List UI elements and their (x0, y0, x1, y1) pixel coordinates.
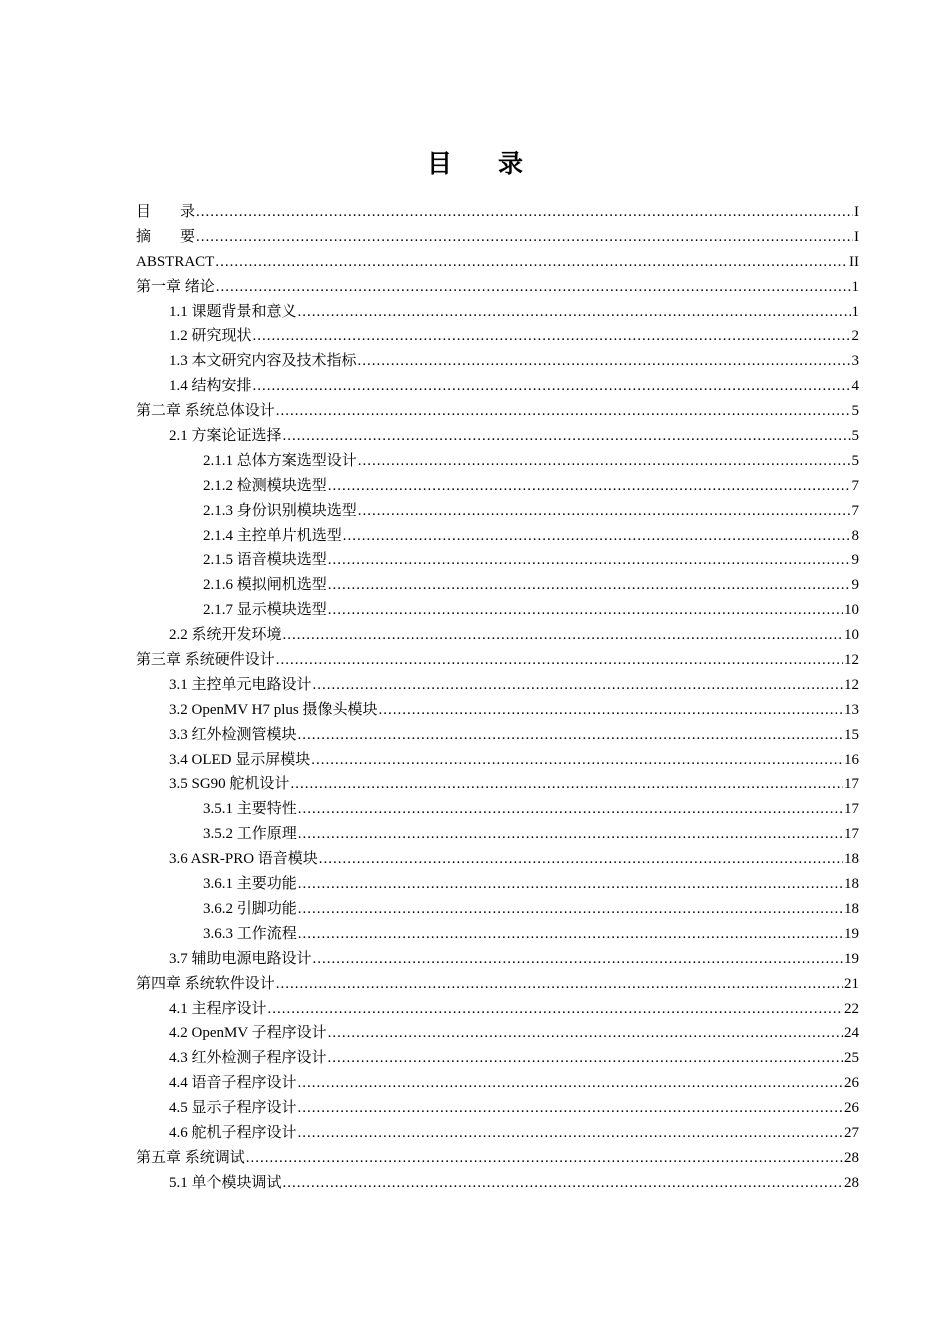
leader-dots (358, 449, 851, 474)
toc-entry[interactable] (136, 847, 859, 872)
toc-entry[interactable] (136, 548, 859, 573)
toc-entry[interactable] (136, 897, 859, 922)
toc-entry-page: I (854, 204, 859, 220)
toc-entry[interactable] (136, 723, 859, 748)
toc-entry-label: 第二章 系统总体设计 (136, 403, 275, 420)
toc-entry-label: 1.4 结构安排 (169, 378, 252, 395)
toc-entry[interactable] (136, 1046, 859, 1071)
toc-entry-label: 3.6 ASR-PRO 语音模块 (169, 851, 318, 868)
toc-entry[interactable] (136, 997, 859, 1022)
toc-entry-page: 7 (851, 477, 859, 494)
leader-dots (328, 598, 843, 623)
toc-entry-page: 4 (851, 378, 859, 395)
toc-entry-page: 18 (844, 876, 859, 893)
toc-entry-label: 3.4 OLED 显示屏模块 (169, 751, 311, 768)
leader-dots (328, 474, 851, 499)
leader-dots (343, 524, 851, 549)
toc-entry[interactable] (136, 1071, 859, 1096)
toc-entry-label: 2.1.3 身份识别模块选型 (203, 502, 357, 519)
toc-entry[interactable] (136, 598, 859, 623)
toc-entry-label: 3.5 SG90 舵机设计 (169, 776, 290, 793)
leader-dots (283, 1171, 843, 1196)
leader-dots (246, 1146, 843, 1171)
toc-title-right: 录 (498, 149, 524, 178)
toc-entry-page: 21 (844, 975, 859, 992)
toc-entry-label: 1.3 本文研究内容及技术指标 (169, 353, 357, 370)
toc-entry-label: 3.6.2 引脚功能 (203, 900, 297, 917)
toc-entry-page: 17 (844, 801, 859, 818)
toc-entry-label: 3.6.1 主要功能 (203, 876, 297, 893)
toc-entry-label: 2.1.2 检测模块选型 (203, 477, 327, 494)
toc-entry[interactable] (136, 922, 859, 947)
toc-entry[interactable] (136, 374, 859, 399)
leader-dots (319, 847, 843, 872)
toc-entry-label: 2.1.1 总体方案选型设计 (203, 452, 357, 469)
toc-entry[interactable] (136, 797, 859, 822)
toc-entry[interactable] (136, 200, 859, 225)
toc-entry[interactable] (136, 947, 859, 972)
toc-entry-label: 1.1 课题背景和意义 (169, 303, 297, 320)
toc-entry-label: 2.1.4 主控单片机选型 (203, 527, 342, 544)
toc-entry-page: 16 (844, 751, 859, 768)
toc-entry-page: 19 (844, 950, 859, 967)
toc-entry[interactable] (136, 673, 859, 698)
toc-entry[interactable] (136, 449, 859, 474)
toc-entry-page: 18 (844, 851, 859, 868)
leader-dots (298, 723, 843, 748)
leader-dots (276, 399, 851, 424)
leader-dots (283, 424, 851, 449)
toc-entry-page: 27 (844, 1124, 859, 1141)
toc-entry[interactable] (136, 1021, 859, 1046)
leader-dots (328, 1021, 843, 1046)
leader-dots (290, 772, 843, 797)
toc-entry[interactable] (136, 324, 859, 349)
toc-entry-label: 1.2 研究现状 (169, 328, 252, 345)
toc-entry-label: 4.4 语音子程序设计 (169, 1075, 297, 1092)
toc-entry-label: 第五章 系统调试 (136, 1149, 245, 1166)
leader-dots (298, 797, 843, 822)
toc-entry-page: 9 (851, 577, 859, 594)
toc-entry-page: 22 (844, 1000, 859, 1017)
toc-entry-label: 3.7 辅助电源电路设计 (169, 950, 312, 967)
toc-entry-label: 4.6 舵机子程序设计 (169, 1124, 297, 1141)
leader-dots (328, 548, 851, 573)
leader-dots (298, 1071, 843, 1096)
toc-entry-label: 2.1.7 显示模块选型 (203, 602, 327, 619)
leader-dots (313, 947, 843, 972)
toc-entry-page: 1 (851, 278, 859, 295)
toc-entry-label: 3.3 红外检测管模块 (169, 726, 297, 743)
leader-dots (268, 997, 843, 1022)
toc-entry[interactable] (136, 225, 859, 250)
leader-dots (298, 922, 843, 947)
toc-entry[interactable] (136, 748, 859, 773)
toc-entry[interactable] (136, 1146, 859, 1171)
toc-entry[interactable] (136, 474, 859, 499)
toc-title-left: 目 (426, 149, 452, 178)
toc-entry-page: 26 (844, 1075, 859, 1092)
leader-dots (378, 698, 843, 723)
leader-dots (253, 374, 851, 399)
toc-entry-page: 19 (844, 925, 859, 942)
toc-entry-label: 4.3 红外检测子程序设计 (169, 1050, 327, 1067)
toc-entry-page: 28 (844, 1174, 859, 1191)
toc-entry-page: 5 (851, 452, 859, 469)
toc-entry-page: 1 (851, 303, 859, 320)
toc-entry-label: 3.6.3 工作流程 (203, 925, 297, 942)
table-of-contents (136, 200, 859, 1196)
leader-dots (253, 324, 851, 349)
leader-dots (358, 499, 851, 524)
toc-entry-page: 3 (851, 353, 859, 370)
toc-entry-label: 4.5 显示子程序设计 (169, 1100, 297, 1117)
toc-entry-label: 摘 要 (136, 228, 196, 245)
toc-entry-label: ABSTRACT (136, 253, 215, 270)
leader-dots (298, 1121, 843, 1146)
toc-entry[interactable] (136, 499, 859, 524)
toc-entry[interactable] (136, 300, 859, 325)
toc-entry-label: 目 录 (136, 204, 196, 220)
toc-entry[interactable] (136, 424, 859, 449)
toc-entry[interactable] (136, 524, 859, 549)
toc-entry-label: 2.2 系统开发环境 (169, 627, 282, 644)
toc-title (0, 146, 950, 182)
leader-dots (311, 748, 843, 773)
toc-entry-page: 26 (844, 1100, 859, 1117)
leader-dots (298, 1096, 843, 1121)
leader-dots (298, 822, 843, 847)
toc-entry-label: 第四章 系统软件设计 (136, 975, 275, 992)
toc-entry-label: 第三章 系统硬件设计 (136, 652, 275, 669)
toc-entry[interactable] (136, 1171, 859, 1196)
toc-entry-label: 5.1 单个模块调试 (169, 1174, 282, 1191)
toc-entry[interactable] (136, 1121, 859, 1146)
toc-entry-page: 10 (844, 602, 859, 619)
leader-dots (298, 300, 851, 325)
toc-entry-label: 第一章 绪论 (136, 278, 215, 295)
toc-entry-label: 3.2 OpenMV H7 plus 摄像头模块 (169, 701, 378, 718)
leader-dots (298, 872, 843, 897)
leader-dots (216, 275, 851, 300)
toc-entry-label: 3.1 主控单元电路设计 (169, 676, 312, 693)
leader-dots (196, 200, 853, 225)
toc-entry-page: 12 (844, 652, 859, 669)
toc-entry-page: 10 (844, 627, 859, 644)
toc-entry-page: 25 (844, 1050, 859, 1067)
toc-entry-page: 17 (844, 776, 859, 793)
toc-entry[interactable] (136, 648, 859, 673)
toc-entry[interactable] (136, 349, 859, 374)
toc-entry-page: 12 (844, 676, 859, 693)
toc-entry-label: 3.5.1 主要特性 (203, 801, 297, 818)
leader-dots (215, 250, 848, 275)
toc-entry[interactable] (136, 250, 859, 275)
toc-entry-label: 3.5.2 工作原理 (203, 826, 297, 843)
toc-entry[interactable] (136, 623, 859, 648)
toc-entry-page: 13 (844, 701, 859, 718)
toc-entry-page: 2 (851, 328, 859, 345)
toc-entry-page: 5 (851, 428, 859, 445)
toc-entry[interactable] (136, 972, 859, 997)
leader-dots (196, 225, 853, 250)
toc-entry-page: 8 (851, 527, 859, 544)
toc-entry-page: 24 (844, 1025, 859, 1042)
leader-dots (328, 573, 851, 598)
toc-entry[interactable] (136, 872, 859, 897)
toc-entry[interactable] (136, 573, 859, 598)
leader-dots (313, 673, 843, 698)
toc-entry-page: I (854, 228, 859, 245)
toc-entry-page: 9 (851, 552, 859, 569)
toc-entry[interactable] (136, 399, 859, 424)
toc-entry[interactable] (136, 822, 859, 847)
toc-entry-page: 5 (851, 403, 859, 420)
leader-dots (298, 897, 843, 922)
toc-entry-page: 17 (844, 826, 859, 843)
toc-entry-label: 2.1.6 模拟闸机选型 (203, 577, 327, 594)
toc-entry[interactable] (136, 275, 859, 300)
toc-entry-page: 7 (851, 502, 859, 519)
toc-entry-page: II (849, 253, 859, 270)
leader-dots (358, 349, 851, 374)
toc-entry-page: 15 (844, 726, 859, 743)
toc-entry-label: 4.2 OpenMV 子程序设计 (169, 1025, 327, 1042)
toc-entry-page: 28 (844, 1149, 859, 1166)
leader-dots (328, 1046, 843, 1071)
toc-entry[interactable] (136, 772, 859, 797)
toc-entry-label: 2.1 方案论证选择 (169, 428, 282, 445)
toc-entry-label: 2.1.5 语音模块选型 (203, 552, 327, 569)
toc-entry[interactable] (136, 698, 859, 723)
toc-entry-page: 18 (844, 900, 859, 917)
leader-dots (276, 972, 843, 997)
toc-entry-label: 4.1 主程序设计 (169, 1000, 267, 1017)
leader-dots (276, 648, 843, 673)
toc-entry[interactable] (136, 1096, 859, 1121)
leader-dots (283, 623, 843, 648)
